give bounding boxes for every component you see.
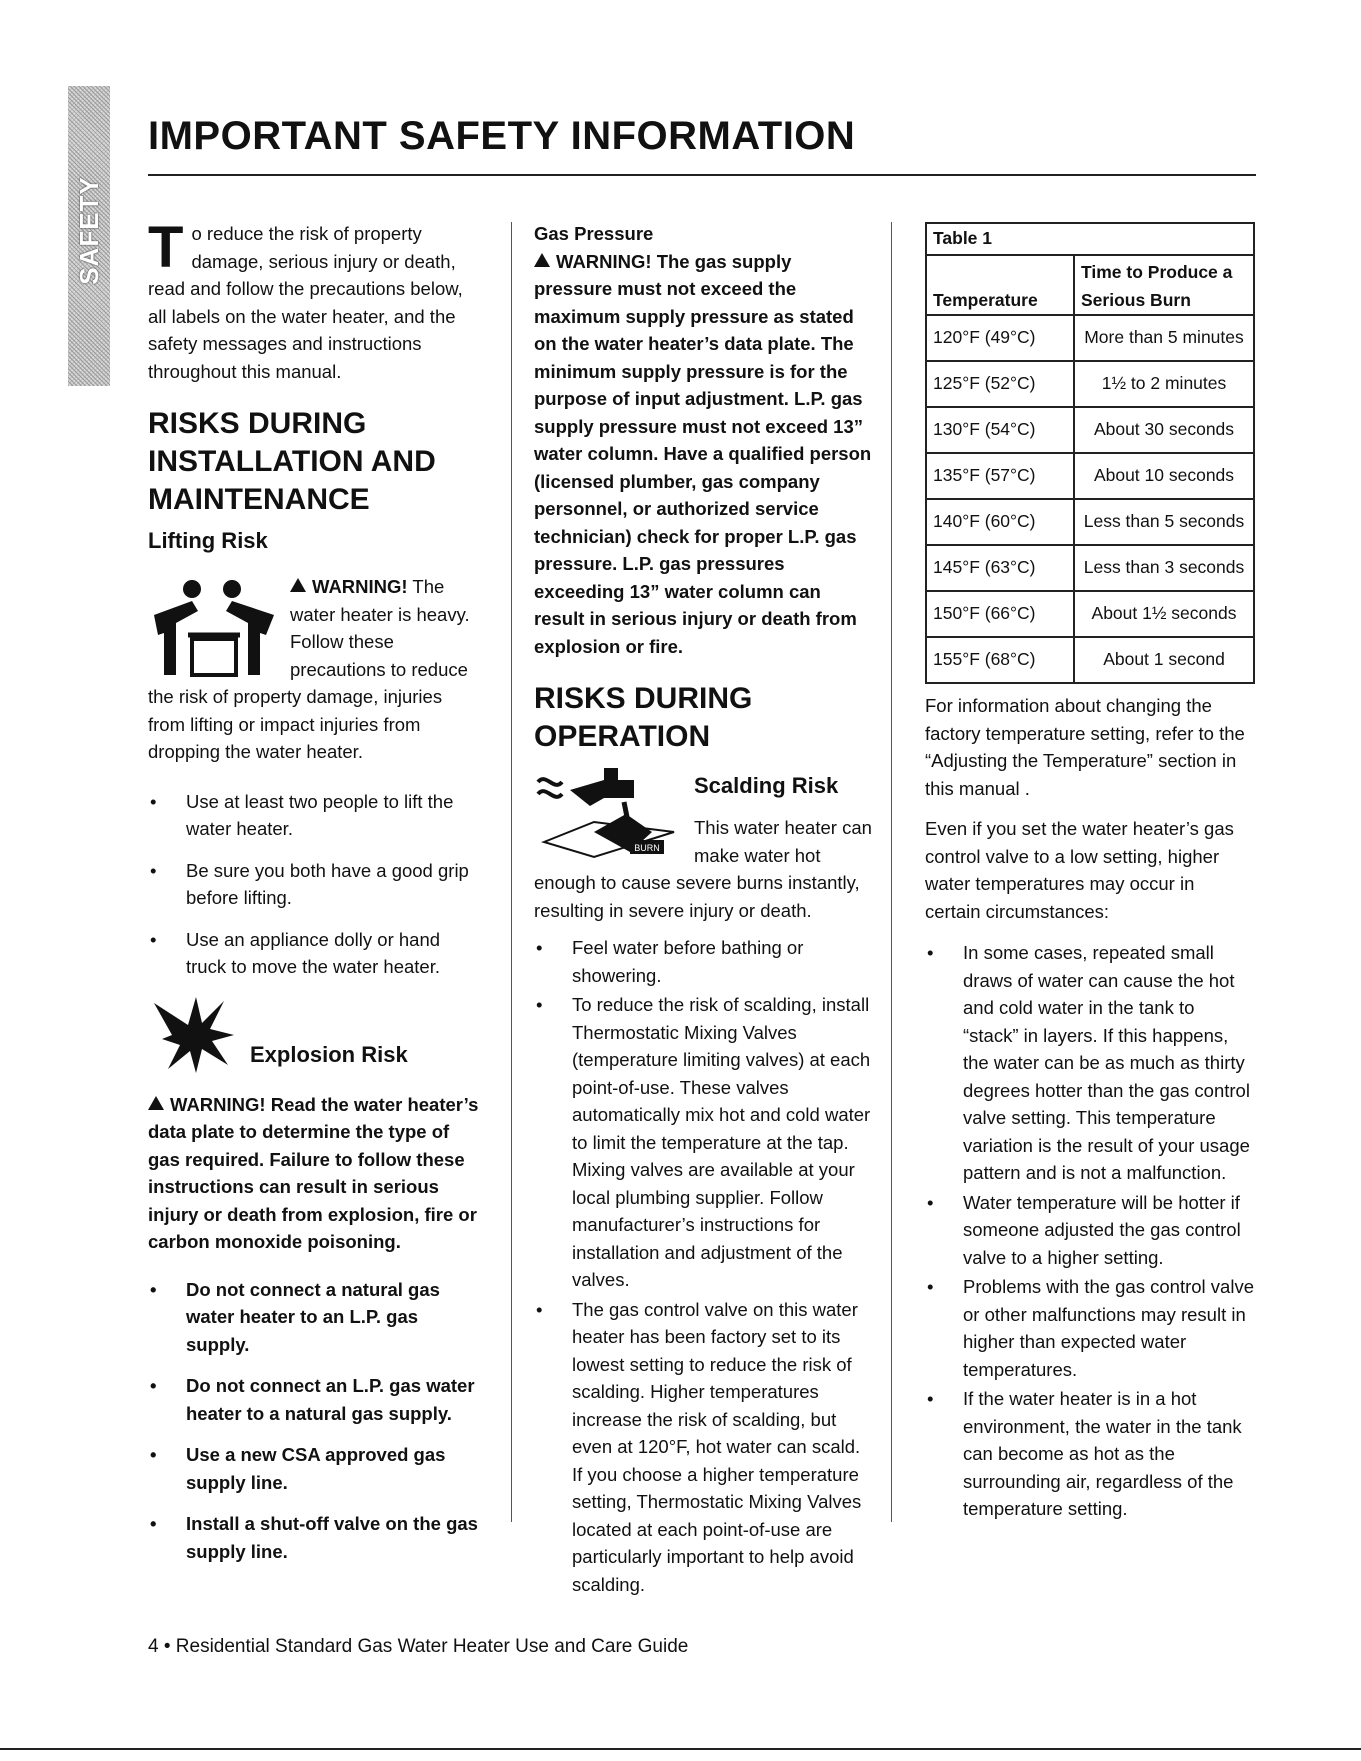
- table-row: [926, 591, 1254, 637]
- burn-table-rows: [926, 315, 1254, 683]
- burn-label: BURN: [634, 843, 660, 853]
- table-cell-time: About 10 seconds: [1074, 453, 1254, 499]
- table-cell-time: Less than 3 seconds: [1074, 545, 1254, 591]
- lifting-heading: Lifting Risk: [148, 528, 268, 553]
- scalding-text: This water heater can make water hot enough to cause severe burns instantly, resulting in severe injury or death.: [534, 817, 872, 921]
- table-cell-temperature: 120°F (49°C): [926, 315, 1074, 361]
- table-cell-temperature: 140°F (60°C): [926, 499, 1074, 545]
- table-cell-temperature: 150°F (66°C): [926, 591, 1074, 637]
- warning-triangle-icon: [148, 1096, 164, 1110]
- page-footer: 4 • Residential Standard Gas Water Heater Use and Care Guide: [148, 1636, 689, 1657]
- drop-cap: T: [148, 215, 184, 280]
- list-item: • Use at least two people to lift the water heater.: [148, 788, 483, 843]
- table-cell-temperature: 145°F (63°C): [926, 545, 1074, 591]
- lifting-warning: [148, 573, 483, 766]
- gas-pressure-heading: Gas Pressure: [534, 223, 654, 244]
- page-title: IMPORTANT SAFETY INFORMATION: [148, 114, 856, 158]
- list-item: • Water temperature will be hotter if someone adjusted the gas control valve to a higher setting.: [925, 1189, 1255, 1272]
- table-cell-time: Less than 5 seconds: [1074, 499, 1254, 545]
- table-row: [926, 453, 1254, 499]
- list-item: • If the water heater is in a hot environment, the water in the tank can become as hot as the surrounding air, regardless of the temperature setting.: [925, 1385, 1255, 1523]
- table-row: [926, 407, 1254, 453]
- table-cell-temperature: 130°F (54°C): [926, 407, 1074, 453]
- table-cell-time: 1½ to 2 minutes: [1074, 361, 1254, 407]
- section-tab-label: SAFETY: [73, 175, 104, 285]
- title-divider: [148, 174, 1256, 176]
- list-item: • Feel water before bathing or showering.: [534, 934, 874, 989]
- scalding-block: [534, 762, 874, 924]
- explosion-heading-row: [148, 995, 483, 1075]
- list-item: • Use a new CSA approved gas supply line.: [148, 1441, 483, 1496]
- table-header-temperature: Temperature: [926, 255, 1074, 315]
- table-row: [926, 499, 1254, 545]
- warning-triangle-icon: [290, 578, 306, 592]
- scalding-bullets: [534, 934, 874, 1598]
- column-left: [148, 215, 483, 1579]
- right-paragraph-1: For information about changing the factory temperature setting, refer to the “Adjusting the Temperature” section in this manual .: [925, 695, 1245, 799]
- list-item: • Be sure you both have a good grip before lifting.: [148, 857, 483, 912]
- gas-pressure-warning: [534, 248, 874, 661]
- operation-heading: RISKS DURING OPERATION: [534, 682, 753, 753]
- right-bullets: [925, 939, 1255, 1523]
- column-right: [925, 222, 1255, 1525]
- table-cell-temperature: 125°F (52°C): [926, 361, 1074, 407]
- right-paragraph-2: Even if you set the water heater’s gas control valve to a low setting, higher water temperatures may occur in certain circumstances:: [925, 818, 1234, 922]
- explosion-warning-text: WARNING! Read the water heater’s data plate to determine the type of gas required. Failure to follow these instructions can result in serious injury or death from explosion, fire or carbon monoxide poisoning.: [148, 1093, 479, 1252]
- gas-pressure-warning-text: WARNING! The gas supply pressure must not exceed the maximum supply pressure as stated on the water heater’s data plate. The minimum supply pressure is for the purpose of input adjustment. L.P. gas supply pressure must not exceed 13” water column. Have a qualified person (licensed plumber, gas company personnel, or authorized service technician) check for proper L.P. gas pressure. L.P. gas pressures exceeding 13” water column can result in serious injury or death from explosion or fire.: [534, 250, 872, 657]
- lifting-bullets: [148, 788, 483, 981]
- table-row: [926, 361, 1254, 407]
- list-item: • The gas control valve on this water heater has been factory set to its lowest setting to reduce the risk of scalding. Higher temperatures increase the risk of scalding, but even at 120°F, hot water can scald. If you choose a higher temperature setting, Thermostatic Mixing Valves located at each point-of-use are particularly important to help avoid scalding.: [534, 1296, 874, 1599]
- lifting-warning-label: WARNING!: [312, 576, 408, 597]
- table-header-row: [926, 255, 1254, 315]
- table-cell-temperature: 155°F (68°C): [926, 637, 1074, 683]
- warning-triangle-icon: [534, 253, 550, 267]
- table-cell-temperature: 135°F (57°C): [926, 453, 1074, 499]
- table-cell-time: More than 5 minutes: [1074, 315, 1254, 361]
- table-caption: Table 1: [926, 223, 1254, 255]
- scalding-heading: Scalding Risk: [694, 773, 839, 798]
- explosion-heading: Explosion Risk: [250, 1041, 408, 1067]
- table-header-time: Time to Produce a Serious Burn: [1074, 255, 1254, 315]
- scalding-faucet-icon: [534, 762, 684, 862]
- table-row: [926, 315, 1254, 361]
- install-heading: RISKS DURING INSTALLATION AND MAINTENANCE: [148, 407, 436, 516]
- bottom-edge-line: [0, 1748, 1361, 1750]
- table-cell-time: About 1½ seconds: [1074, 591, 1254, 637]
- list-item: • Do not connect a natural gas water heater to an L.P. gas supply.: [148, 1276, 483, 1359]
- explosion-warning: [148, 1091, 483, 1256]
- section-tab-label-box: [74, 170, 104, 290]
- column-divider-2: [891, 222, 892, 1522]
- lifting-warning-text: The water heater is heavy. Follow these precautions to reduce the risk of property damage, injuries from lifting or impact injuries from dropping the water heater.: [148, 576, 470, 762]
- list-item: • To reduce the risk of scalding, install Thermostatic Mixing Valves (temperature limiting valves) at each point-of-use. These valves automatically mix hot and cold water to limit the temperature at the tap. Mixing valves are available at your local plumbing supplier. Follow manufacturer’s instructions for installation and adjustment of the valves.: [534, 991, 874, 1294]
- table-cell-time: About 1 second: [1074, 637, 1254, 683]
- column-divider-1: [511, 222, 512, 1522]
- list-item: • Problems with the gas control valve or other malfunctions may result in higher than expected water temperatures.: [925, 1273, 1255, 1383]
- list-item: • Do not connect an L.P. gas water heater to a natural gas supply.: [148, 1372, 483, 1427]
- intro-paragraph: [148, 215, 483, 385]
- two-person-lift-icon: [148, 575, 280, 677]
- table-cell-time: About 30 seconds: [1074, 407, 1254, 453]
- table-row: [926, 637, 1254, 683]
- column-middle: [534, 220, 874, 1600]
- list-item: • Use an appliance dolly or hand truck to move the water heater.: [148, 926, 483, 981]
- list-item: • Install a shut-off valve on the gas supply line.: [148, 1510, 483, 1565]
- burn-table: [925, 222, 1255, 684]
- intro-text: o reduce the risk of property damage, serious injury or death, read and follow the precautions below, all labels on the water heater, and the safety messages and instructions throughout this manual.: [148, 223, 463, 382]
- explosion-icon: [148, 995, 238, 1075]
- table-row: [926, 545, 1254, 591]
- explosion-bullets: [148, 1276, 483, 1566]
- list-item: • In some cases, repeated small draws of water can cause the hot and cold water in the tank to “stack” in layers. If this happens, the water can be as much as thirty degrees hotter than the gas control valve setting. This temperature variation is the result of your usage pattern and is not a malfunction.: [925, 939, 1255, 1187]
